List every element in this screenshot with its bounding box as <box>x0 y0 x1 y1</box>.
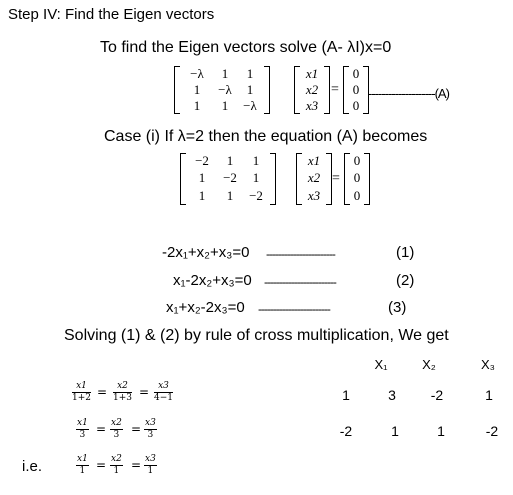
fraction-2-eq1: = <box>96 422 107 436</box>
fraction-2-1: x1 3 <box>77 418 88 440</box>
equation-3: x₁+x₂-2x₃=0 <box>166 299 245 316</box>
fraction-1-3: x3 4−1 <box>154 381 173 403</box>
equation-2: x₁-2x₂+x₃=0 <box>173 272 252 289</box>
cross-row2-cell3: 1 <box>437 423 445 439</box>
fraction-1-1: x1 1+2 <box>72 381 91 403</box>
equation-1-label: (1) <box>396 244 415 261</box>
equation-3-label: (3) <box>388 299 407 316</box>
equation-3-dashes: ------------------------ <box>258 302 330 316</box>
vector-zero-a: 0 0 0 <box>343 66 369 114</box>
fraction-3-2: x2 1 <box>111 454 122 476</box>
vector-x-b: x1 x2 x3 <box>296 153 332 205</box>
cross-row2-cell4: -2 <box>485 423 499 439</box>
vector-zero-b: 0 0 0 <box>344 153 370 205</box>
ie-label: i.e. <box>22 458 43 475</box>
equals-sign-b: = <box>332 171 340 186</box>
cross-row1-cell2: 3 <box>388 387 396 403</box>
cross-row1-cell1: 1 <box>342 387 350 403</box>
cross-header-x1: X₁ <box>374 357 388 372</box>
intro-text: To find the Eigen vectors solve (A- λI)x=0 <box>100 39 392 56</box>
fraction-3-1: x1 1 <box>77 454 88 476</box>
cross-row1-cell3: -2 <box>430 387 444 403</box>
cross-row2-cell2: 1 <box>391 423 399 439</box>
fraction-2-3: x3 3 <box>145 418 156 440</box>
cross-header-x3: X₃ <box>481 357 495 372</box>
matrix-a-lambda: −λ 1 1 1 −λ 1 1 1 −λ <box>174 66 270 114</box>
cross-row2-cell1: -2 <box>339 423 353 439</box>
cross-header-x2: X₂ <box>422 357 436 372</box>
equation-2-label: (2) <box>396 272 415 289</box>
case-text: Case (i) If λ=2 then the equation (A) becomes <box>104 128 428 145</box>
fraction-2-2: x2 3 <box>111 418 122 440</box>
equation-label-a: --------------------(A) <box>368 86 449 101</box>
cross-row1-cell4: 1 <box>485 387 493 403</box>
fraction-3-3: x3 1 <box>145 454 156 476</box>
equation-1-dashes: ----------------------- <box>266 247 335 261</box>
fraction-2-eq2: = <box>131 422 142 436</box>
vector-x-a: x1 x2 x3 <box>294 66 330 114</box>
equals-sign-a: = <box>331 82 339 97</box>
fraction-3-eq1: = <box>96 458 107 472</box>
equation-1: -2x₁+x₂+x₃=0 <box>162 244 250 261</box>
step-heading: Step IV: Find the Eigen vectors <box>8 6 215 23</box>
solving-text: Solving (1) & (2) by rule of cross multiplication, We get <box>64 327 449 344</box>
equation-2-dashes: ------------------------ <box>264 275 336 289</box>
fraction-1-eq2: = <box>139 385 150 399</box>
fraction-3-eq2: = <box>131 458 142 472</box>
fraction-1-eq1: = <box>97 385 108 399</box>
fraction-1-2: x2 1+3 <box>113 381 132 403</box>
matrix-b-case: −2 1 1 1 −2 1 1 1 −2 <box>180 153 276 205</box>
